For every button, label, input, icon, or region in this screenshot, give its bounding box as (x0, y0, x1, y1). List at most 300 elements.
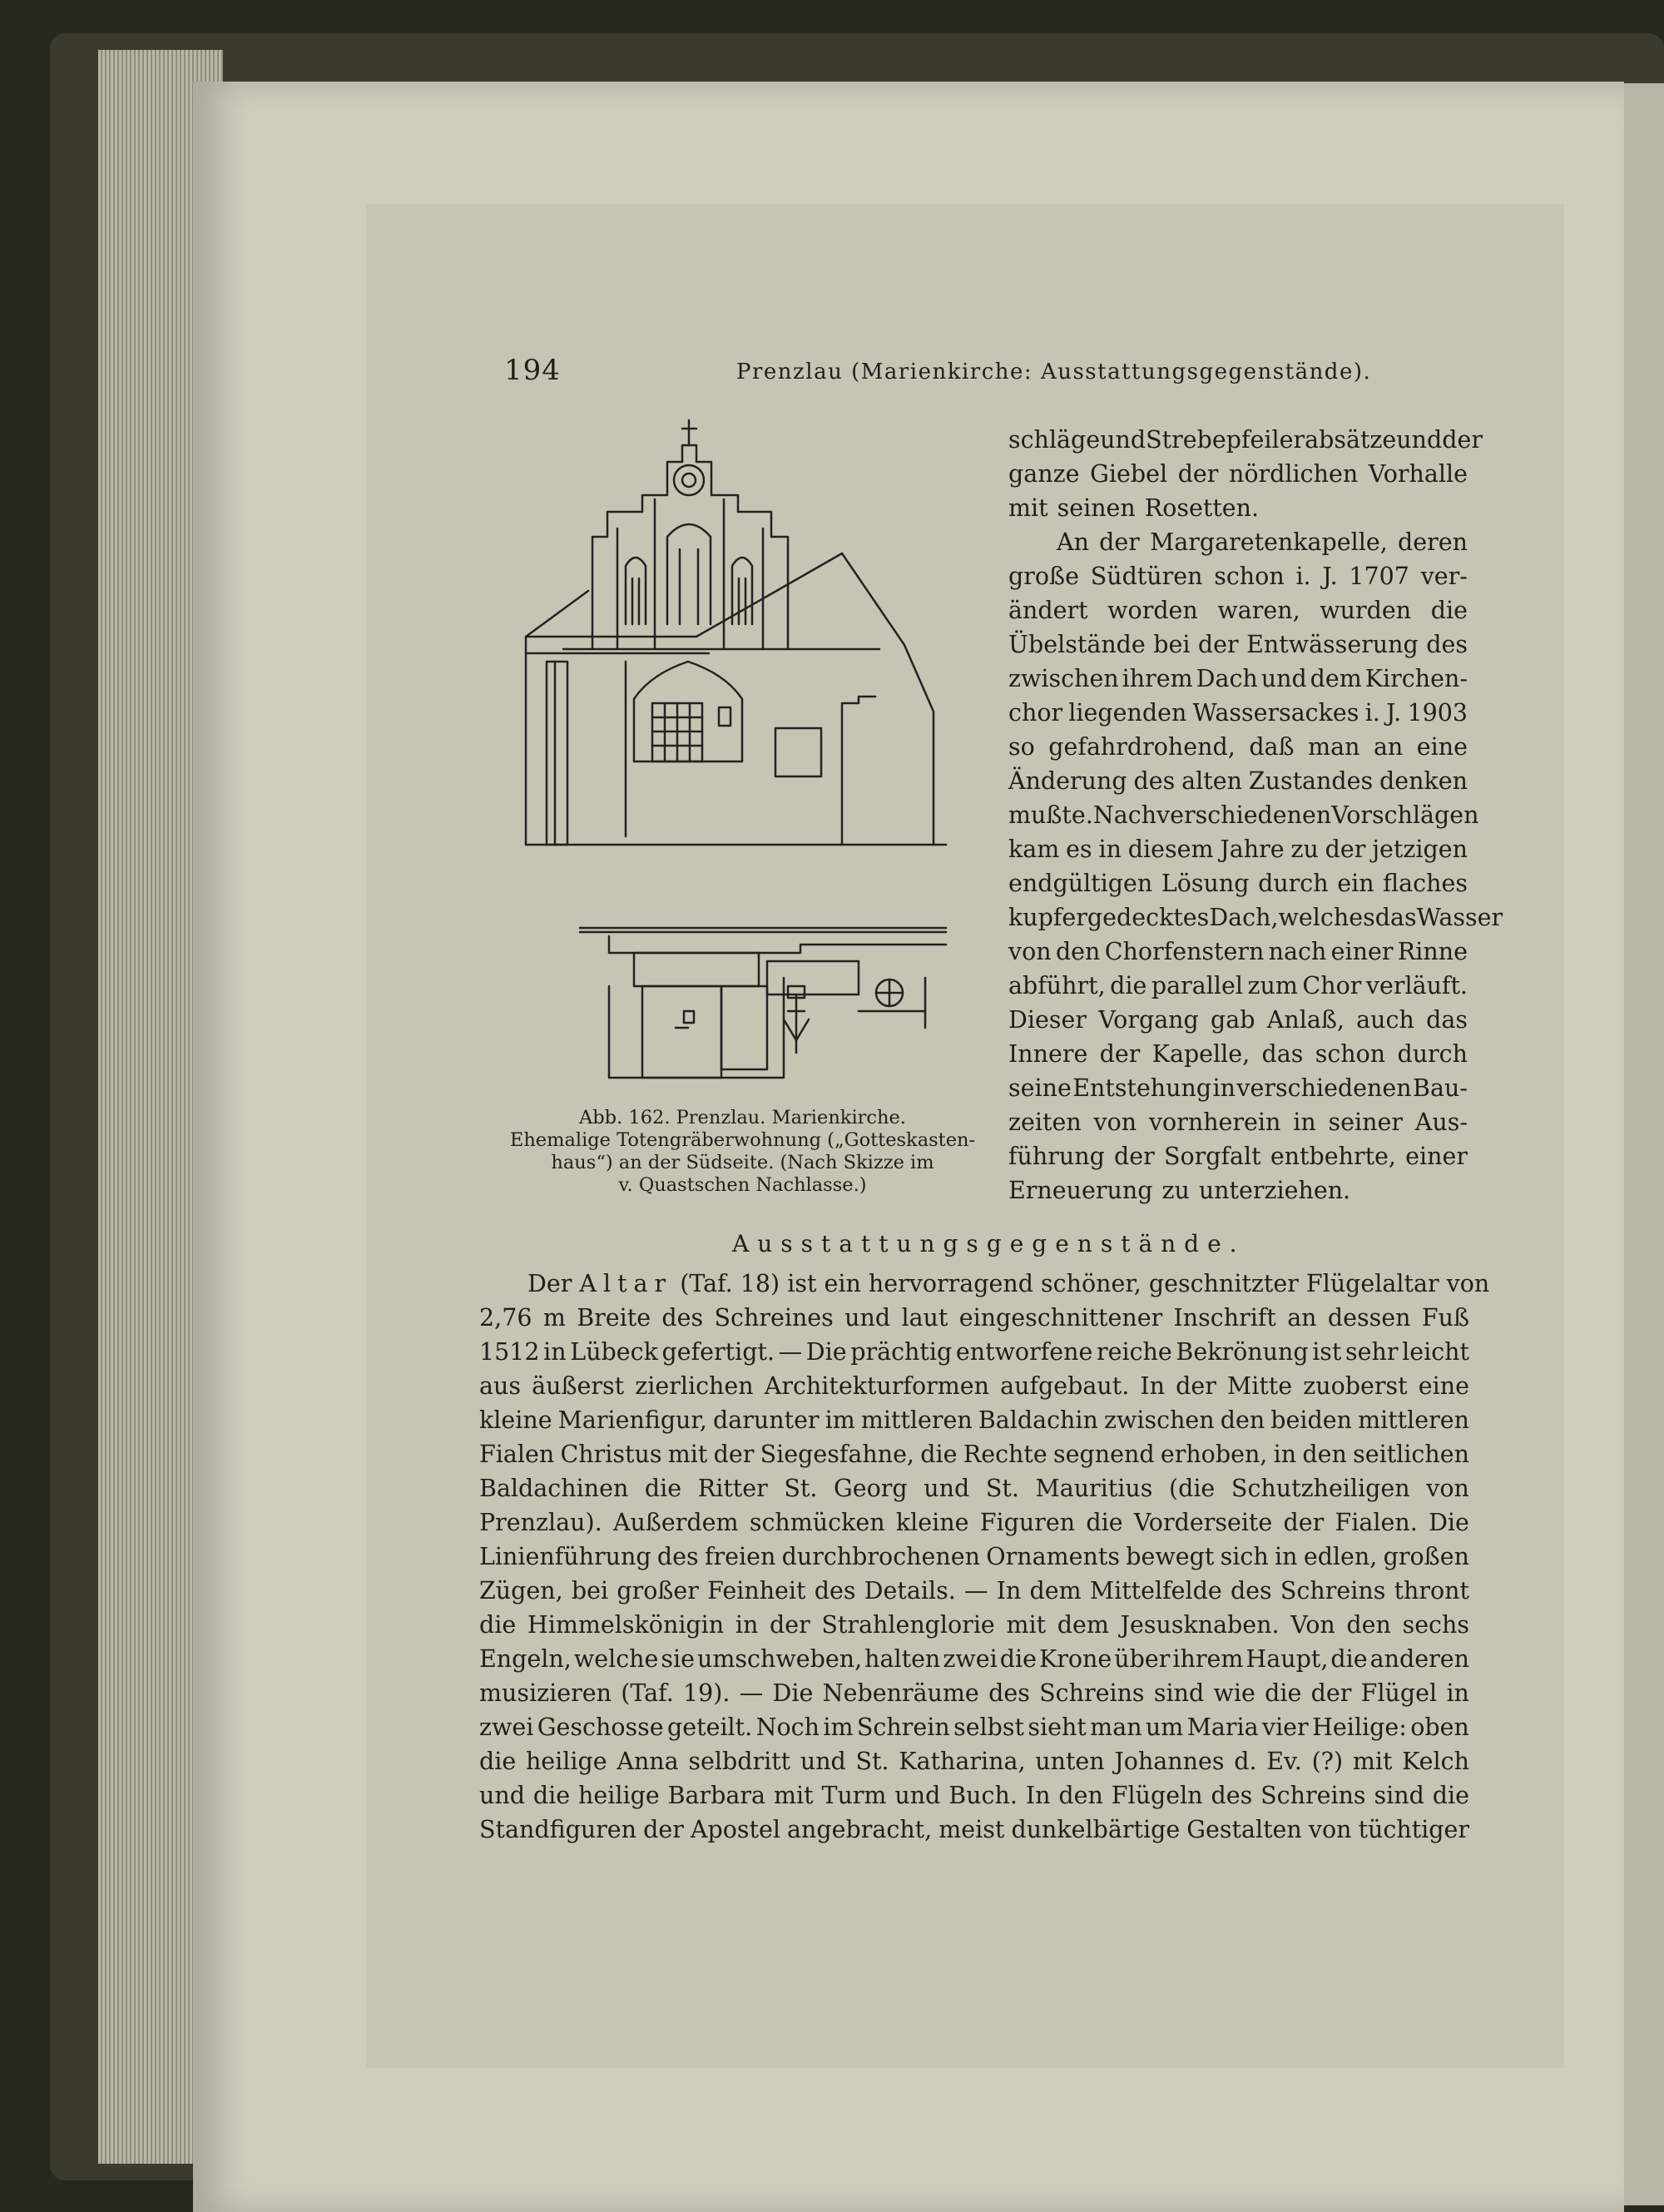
word: Dach (1196, 665, 1258, 692)
word: Änderung (1008, 767, 1127, 795)
word: der (1176, 1372, 1216, 1400)
word: der (1283, 1509, 1325, 1536)
text-line (1008, 866, 1468, 900)
word: des (1133, 767, 1176, 795)
section-heading: Ausstattungsgegenstände. (732, 1230, 1246, 1257)
text-line (479, 1540, 1469, 1574)
word: parallel (1151, 972, 1243, 999)
word: heilige (578, 1782, 660, 1809)
text-line (479, 1813, 1469, 1847)
word: d. (1234, 1748, 1257, 1775)
word: in (1212, 1074, 1236, 1102)
word: musizieren (479, 1679, 612, 1707)
word: unten (1035, 1748, 1105, 1775)
word: Siegesfahne, (760, 1441, 914, 1468)
word: Flügel (1360, 1679, 1438, 1707)
word: jetzigen (1372, 836, 1468, 863)
figure-162 (509, 412, 958, 1111)
text-line (1008, 798, 1479, 832)
word: dem (1310, 665, 1362, 692)
word: die (1110, 972, 1147, 999)
word: Figuren (979, 1509, 1076, 1536)
word: in (735, 1611, 759, 1639)
word: Apostel (690, 1816, 780, 1843)
word: mit (1008, 494, 1048, 522)
word: die (1432, 1782, 1469, 1809)
word: Jesusknaben. (1120, 1611, 1280, 1639)
word: des (988, 1679, 1030, 1707)
word: einer (1405, 1143, 1468, 1170)
gable-window (626, 558, 646, 624)
word: Entwässerung (1246, 631, 1419, 658)
word: dunkelbärtige (1011, 1816, 1181, 1843)
word: großer (617, 1577, 699, 1604)
word: verschiedenen (1236, 1074, 1412, 1102)
word: Ritter (697, 1475, 768, 1502)
word: — (739, 1679, 764, 1707)
altar-word: Altar (579, 1270, 673, 1297)
word: flaches (1383, 870, 1468, 897)
text-line (1008, 1139, 1468, 1173)
text-line (479, 1608, 1469, 1642)
word: in (1293, 1108, 1316, 1136)
word: Rosetten. (1144, 494, 1260, 522)
word: äußerst (532, 1372, 625, 1400)
word: deren (1398, 528, 1468, 556)
word: auch (1356, 1006, 1414, 1034)
figure-caption (503, 1107, 982, 1197)
word: 1903 (1407, 699, 1468, 727)
word: Die (772, 1679, 814, 1707)
word: Feinheit (707, 1577, 806, 1604)
word: seinen (1057, 494, 1136, 522)
body-text (479, 1267, 1490, 1847)
floor-plan (580, 928, 946, 1078)
word: so (1008, 733, 1035, 761)
word: den (1302, 1441, 1347, 1468)
word: sehr (1345, 1338, 1399, 1366)
text-line (479, 1403, 1469, 1437)
word: An (1057, 528, 1089, 556)
word: des (1426, 631, 1468, 658)
word: endgültigen (1008, 870, 1153, 897)
word: darunter (713, 1406, 820, 1434)
word: Übelstände (1008, 631, 1146, 658)
word: prächtig (850, 1338, 953, 1366)
word: den (1055, 938, 1101, 965)
word: Christus (560, 1441, 662, 1468)
word: von (1308, 1816, 1352, 1843)
word: des (1211, 1782, 1253, 1809)
word: Nebenräume (822, 1679, 979, 1707)
word: Breite (577, 1304, 651, 1332)
word: der (713, 1441, 755, 1468)
word: führung (1008, 1143, 1105, 1170)
word: Heilige: (1312, 1714, 1407, 1741)
word: die (1430, 597, 1468, 624)
word: durchbrochenen (781, 1543, 980, 1570)
word: Südtüren (1090, 563, 1203, 590)
word: Schreins (1039, 1679, 1145, 1707)
word: im (825, 1406, 855, 1434)
word: ist (1312, 1338, 1342, 1366)
caption-line: Ehemalige Totengräberwohnung („Gotteskasten- (509, 1129, 976, 1151)
word: zuoberst (1303, 1372, 1408, 1400)
text-line (1008, 559, 1468, 593)
caption-line: haus“) an der Südseite. (Nach Skizze im (551, 1152, 934, 1173)
word: (?) (1311, 1748, 1344, 1775)
word: großen (1383, 1543, 1469, 1570)
word: die (1330, 1645, 1368, 1673)
word: seine (1008, 1074, 1072, 1102)
word: Inschrift (1173, 1304, 1276, 1332)
word: eine (1416, 733, 1468, 761)
word: (Taf. (621, 1679, 674, 1707)
word: geteilt. (667, 1714, 753, 1741)
text-line (479, 1642, 1469, 1676)
word: kleine (479, 1406, 552, 1434)
word: sich (1220, 1543, 1269, 1570)
text-line (479, 1710, 1469, 1744)
text-line (479, 1676, 1469, 1710)
word: zwischen (1008, 665, 1119, 692)
word: Ev. (1266, 1748, 1302, 1775)
word: von (1426, 1475, 1469, 1502)
text-line (1008, 1173, 1468, 1208)
word: ihrem (1122, 665, 1193, 692)
word: Noch (755, 1714, 820, 1741)
word: J. (1322, 563, 1338, 590)
word: Innere (1008, 1040, 1088, 1068)
word: entbehrte, (1270, 1143, 1396, 1170)
word: nach (1268, 938, 1327, 965)
word: laut (901, 1304, 948, 1332)
word: der (769, 1611, 810, 1639)
text-line (1008, 525, 1468, 559)
word: der (1099, 1040, 1141, 1068)
text-line (1008, 730, 1468, 764)
word: ihrem (1172, 1645, 1244, 1673)
word: der (643, 1816, 684, 1843)
word: Vorhalle (1368, 460, 1468, 488)
text-line (479, 1335, 1469, 1369)
word: der (1442, 426, 1483, 454)
word: umschweben, (697, 1645, 863, 1673)
word: man (1090, 1714, 1142, 1741)
word: das (1261, 1040, 1304, 1068)
word: Bekrönung (1176, 1338, 1309, 1366)
word: Margaretenkapelle, (1150, 528, 1388, 556)
word: Bau- (1413, 1074, 1468, 1102)
word: Entstehung (1072, 1074, 1212, 1102)
text-line (1008, 491, 1468, 525)
word: Kelch (1402, 1748, 1469, 1775)
word: — (778, 1338, 803, 1366)
word: Haupt, (1246, 1645, 1329, 1673)
text-line (1008, 662, 1468, 696)
word: an (1373, 733, 1404, 761)
word: ändert (1008, 597, 1088, 624)
word: Anlaß, (1266, 1006, 1345, 1034)
word: und (479, 1782, 525, 1809)
word: erhoben, (1160, 1441, 1268, 1468)
word: von (1093, 1108, 1137, 1136)
word: Engeln, (479, 1645, 572, 1673)
word: Lübeck (570, 1338, 658, 1366)
word: das (1374, 904, 1417, 931)
text-line (1008, 935, 1468, 969)
word: sieht (1028, 1714, 1087, 1741)
text-line (1008, 900, 1503, 935)
word: die (479, 1748, 517, 1775)
word: Strahlenglorie (821, 1611, 995, 1639)
chimney (842, 697, 875, 845)
word: schon (1214, 563, 1285, 590)
word: und (1260, 665, 1307, 692)
word: dem (1029, 1577, 1082, 1604)
word: Linienführung (479, 1543, 651, 1570)
word: mit (773, 1782, 814, 1809)
word: Vorschlägen (1331, 801, 1479, 829)
word: Buch. (948, 1782, 1018, 1809)
word: und (844, 1304, 891, 1332)
word: angebracht, (787, 1816, 933, 1843)
word: Die (805, 1338, 847, 1366)
word: sechs (1402, 1611, 1469, 1639)
word: durch (1397, 1040, 1468, 1068)
word: zwei (943, 1645, 998, 1673)
page-number: 194 (504, 354, 561, 387)
word: zu (1161, 1177, 1190, 1204)
word: kupfergedecktes (1008, 904, 1210, 931)
word: sie (661, 1645, 696, 1673)
text-line (479, 1471, 1469, 1505)
text-line (479, 1744, 1469, 1778)
word: eingeschnittener (958, 1304, 1163, 1332)
word: 2,76 (479, 1304, 532, 1332)
word: verläuft. (1365, 972, 1468, 999)
word: Rechte (963, 1441, 1047, 1468)
word: unterziehen. (1198, 1177, 1351, 1204)
word: edlen, (1303, 1543, 1378, 1570)
word: über (1114, 1645, 1171, 1673)
word: ver- (1420, 563, 1468, 590)
word: waren, (1217, 597, 1300, 624)
word: Mitte (1227, 1372, 1293, 1400)
text-line (479, 1301, 1469, 1335)
word: der (1114, 1143, 1155, 1170)
word: und (800, 1748, 846, 1775)
word: mit (1352, 1748, 1393, 1775)
word: Marienfigur, (557, 1406, 707, 1434)
word: die (532, 1782, 571, 1809)
next-page-edge (1624, 83, 1664, 2205)
word: gab (1211, 1006, 1255, 1034)
word: Lösung (1161, 870, 1250, 897)
word: halten (864, 1645, 941, 1673)
word: vornherein (1148, 1108, 1281, 1136)
buttress (547, 662, 567, 845)
word: mußte. (1008, 801, 1093, 829)
word: J. (1385, 699, 1402, 727)
gable-rosette (674, 465, 704, 495)
word: segnend (1053, 1441, 1155, 1468)
caption-line: Abb. 162. Prenzlau. Marienkirche. (579, 1107, 906, 1128)
word: sind (1374, 1782, 1424, 1809)
building-sketch (509, 412, 958, 1111)
word: Katharina, (899, 1748, 1026, 1775)
word: die (644, 1475, 682, 1502)
word: ein (1337, 870, 1374, 897)
word: In (996, 1577, 1022, 1604)
word: die (1265, 1679, 1302, 1707)
word: in (1275, 1543, 1298, 1570)
word: abführt, (1008, 972, 1106, 999)
word: Schrein (856, 1714, 950, 1741)
text-line (1008, 832, 1468, 866)
word: wie (1213, 1679, 1255, 1707)
word: schläge (1008, 426, 1101, 454)
right-column-text (1008, 423, 1503, 1208)
text-line (1008, 969, 1468, 1003)
word: dessen (1327, 1304, 1411, 1332)
word: Dieser (1008, 1006, 1087, 1034)
word: chor (1008, 699, 1063, 727)
word: vier (1261, 1714, 1309, 1741)
word: Rinne (1397, 938, 1468, 965)
word: Jahre (1220, 836, 1285, 863)
word: Mittelfelde (1089, 1577, 1222, 1604)
word: mit (1006, 1611, 1047, 1639)
word: und (1396, 426, 1443, 454)
word: alten (1181, 767, 1242, 795)
word: den (1346, 1611, 1391, 1639)
text-line (479, 1574, 1469, 1608)
word: die (920, 1441, 958, 1468)
text-line (1008, 1105, 1468, 1139)
text-line (1008, 696, 1468, 730)
word: im (823, 1714, 854, 1741)
word: man (1308, 733, 1360, 761)
word: entworfene (955, 1338, 1093, 1366)
word: seitlichen (1353, 1441, 1469, 1468)
word: bei (571, 1577, 609, 1604)
word: schmücken (749, 1509, 885, 1536)
text-line (1008, 764, 1468, 798)
text-line (1008, 1071, 1468, 1105)
word: Chorfenstern (1104, 938, 1265, 965)
word: i. (1364, 699, 1380, 727)
word: Geschosse (537, 1714, 664, 1741)
word: Fuß (1421, 1304, 1469, 1332)
word: bewegt (1126, 1543, 1215, 1570)
word: Turm (821, 1782, 887, 1809)
word: Maria (1186, 1714, 1259, 1741)
word: Außerdem (612, 1509, 739, 1536)
word: zwischen (1103, 1406, 1215, 1434)
word: nördlichen (1229, 460, 1359, 488)
word: Strebepfeilerabsätze (1146, 426, 1397, 454)
word: eine (1418, 1372, 1469, 1400)
word: den (1220, 1406, 1265, 1434)
word: welche (573, 1645, 659, 1673)
word: In (1140, 1372, 1166, 1400)
text-line (1008, 1003, 1468, 1037)
word: Johannes (1114, 1748, 1225, 1775)
text-line (479, 1505, 1469, 1540)
word: kam (1008, 836, 1060, 863)
running-head: Prenzlau (Marienkirche: Ausstattungsgegenstände). (736, 360, 1372, 384)
stepped-gable (592, 445, 788, 649)
word: Kirchen- (1364, 665, 1468, 692)
word: kleine (895, 1509, 969, 1536)
word: Gestalten (1186, 1816, 1302, 1843)
word: dem (1057, 1611, 1109, 1639)
body-word: Der Altar (Taf. 18) ist ein hervorragend schöner, geschnitzter Flügelaltar von (527, 1270, 1490, 1297)
word: St. (985, 1475, 1019, 1502)
text-line (1008, 457, 1468, 491)
word: aus (479, 1372, 521, 1400)
word: Architekturformen (764, 1372, 989, 1400)
word: Baldachin (978, 1406, 1098, 1434)
word: reiche (1096, 1338, 1172, 1366)
word: durch (1258, 870, 1329, 897)
text-line (1008, 423, 1483, 457)
word: sind (1153, 1679, 1205, 1707)
word: schon (1315, 1040, 1386, 1068)
word: von (1008, 938, 1052, 965)
word: und (894, 1782, 941, 1809)
word: den (1058, 1782, 1103, 1809)
word: Prenzlau). (479, 1509, 602, 1536)
word: Schreins (1280, 1577, 1386, 1604)
word: ganze (1008, 460, 1080, 488)
word: Georg (834, 1475, 908, 1502)
word: heilige (525, 1748, 607, 1775)
word: In (1025, 1782, 1051, 1809)
word: des (661, 1304, 704, 1332)
word: Vorgang (1098, 1006, 1199, 1034)
word: Standfiguren (479, 1816, 637, 1843)
word: zeiten (1008, 1108, 1082, 1136)
word: der (1197, 631, 1239, 658)
body-line (479, 1267, 1490, 1301)
word: denken (1379, 767, 1468, 795)
word: Schreins (1260, 1782, 1366, 1809)
word: in (1098, 836, 1122, 863)
word: der (1177, 460, 1219, 488)
word: Sorgfalt (1163, 1143, 1261, 1170)
word: mittleren (860, 1406, 973, 1434)
word: und (1100, 426, 1146, 454)
word: St. (784, 1475, 818, 1502)
word: Schutzheiligen (1231, 1475, 1410, 1502)
text-line (1008, 593, 1468, 627)
word: meist (938, 1816, 1005, 1843)
word: einer (1330, 938, 1394, 965)
word: worden (1107, 597, 1198, 624)
word: seiner (1328, 1108, 1403, 1136)
roof-outline (842, 553, 934, 845)
word: daß (1249, 733, 1295, 761)
word: Dach, (1209, 904, 1279, 931)
caption-line: v. Quastschen Nachlasse.) (618, 1174, 867, 1196)
text-line (479, 1437, 1469, 1471)
word: Flügeln (1111, 1782, 1203, 1809)
word: Baldachinen (479, 1475, 629, 1502)
word: m (542, 1304, 566, 1332)
word: Die (1429, 1509, 1469, 1536)
